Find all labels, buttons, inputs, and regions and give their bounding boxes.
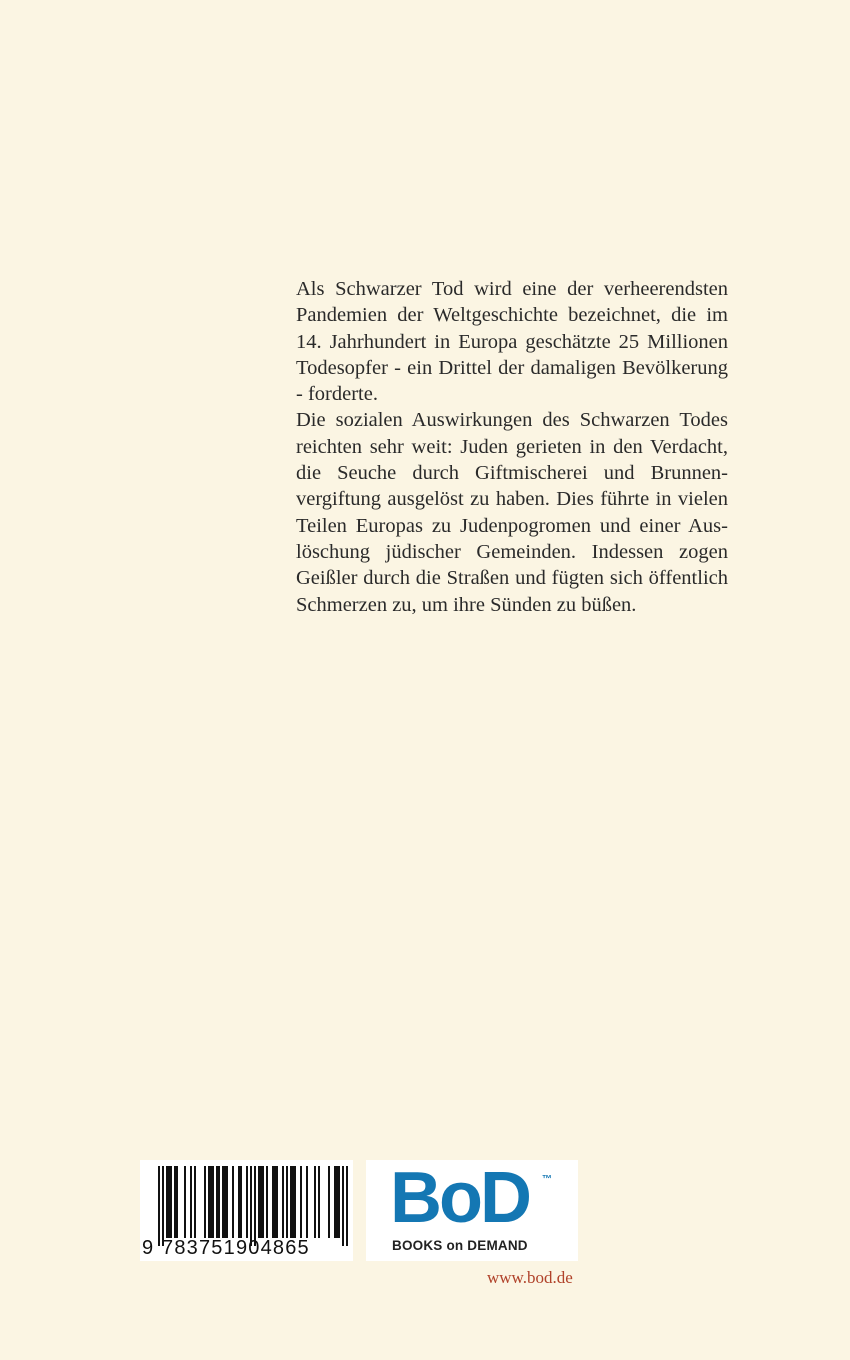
barcode-bar	[184, 1166, 186, 1238]
barcode-bar	[212, 1166, 214, 1238]
barcode-bar	[346, 1166, 348, 1246]
barcode-bar	[238, 1166, 240, 1238]
barcode-bar	[258, 1166, 260, 1238]
barcode-bar	[246, 1166, 248, 1238]
barcode-bar	[336, 1166, 338, 1238]
barcode-bar	[170, 1166, 172, 1238]
barcode-bar	[266, 1166, 268, 1238]
barcode-bar	[286, 1166, 288, 1238]
barcode-bar	[194, 1166, 196, 1238]
publisher-logo	[366, 1160, 578, 1261]
barcode-bar	[176, 1166, 178, 1238]
barcode-bar	[224, 1166, 226, 1238]
barcode-bar	[222, 1166, 224, 1238]
barcode-bar	[318, 1166, 320, 1238]
isbn-lead-digit: 9	[142, 1237, 154, 1259]
barcode-bar	[294, 1166, 296, 1238]
barcode-bar	[274, 1166, 276, 1238]
barcode-bar	[208, 1166, 210, 1238]
barcode-bar	[260, 1166, 262, 1238]
barcode-bar	[334, 1166, 336, 1238]
barcode-bar	[204, 1166, 206, 1238]
barcode-bar	[254, 1166, 256, 1246]
barcode-bar	[226, 1166, 228, 1238]
barcode-bar	[174, 1166, 176, 1238]
barcode-bar	[276, 1166, 278, 1238]
bod-logo-mark: BoD	[390, 1158, 529, 1238]
barcode-bar	[292, 1166, 294, 1238]
barcode-bar	[190, 1166, 192, 1238]
barcode-bar	[338, 1166, 340, 1238]
blurb-paragraph-1: Als Schwarzer Tod wird eine der verheerendsten Pandemien der Weltgeschichte bezeichnet, die im 14. Jahrhundert in Europa geschätzte 25 Millionen Todesopfer - ein Drittel der damaligen Bevölkerung - forderte.	[296, 278, 728, 406]
trademark-symbol: ™	[542, 1174, 552, 1185]
barcode-bar	[262, 1166, 264, 1238]
isbn-digits: 783751904865	[162, 1237, 310, 1259]
back-cover-blurb	[296, 276, 728, 618]
barcode-bar	[218, 1166, 220, 1238]
barcode-bar	[300, 1166, 302, 1238]
barcode-bar	[282, 1166, 284, 1238]
barcode-bar	[328, 1166, 330, 1238]
blurb-paragraph-2: Die sozialen Auswirkungen des Schwarzen Todes reichten sehr weit: Juden gerieten in den Verdacht, die Seuche durch Giftmischerei und Brunnenvergiftung ausgelöst zu haben. Dies führte in vielen Teilen Europas zu Judenpogromen und einer Auslöschung jüdischer Gemeinden. Indessen zogen Geißler durch die Straßen und fügten sich öffentlich Schmerzen zu, um ihre Sünden zu büßen.	[296, 409, 728, 616]
barcode-bar	[162, 1166, 164, 1246]
barcode-bar	[158, 1166, 160, 1246]
barcode-bar	[210, 1166, 212, 1238]
barcode-bar	[250, 1166, 252, 1246]
barcode-bar	[168, 1166, 170, 1238]
barcode-bar	[232, 1166, 234, 1238]
barcode-bar	[166, 1166, 168, 1238]
barcode-bar	[216, 1166, 218, 1238]
barcode-bar	[240, 1166, 242, 1238]
publisher-tagline: BOOKS on DEMAND	[392, 1238, 528, 1253]
barcode-bar	[314, 1166, 316, 1238]
barcode-bar	[272, 1166, 274, 1238]
publisher-url[interactable]: www.bod.de	[487, 1268, 573, 1287]
barcode-bar	[342, 1166, 344, 1246]
barcode-bar	[290, 1166, 292, 1238]
barcode-bar	[306, 1166, 308, 1238]
